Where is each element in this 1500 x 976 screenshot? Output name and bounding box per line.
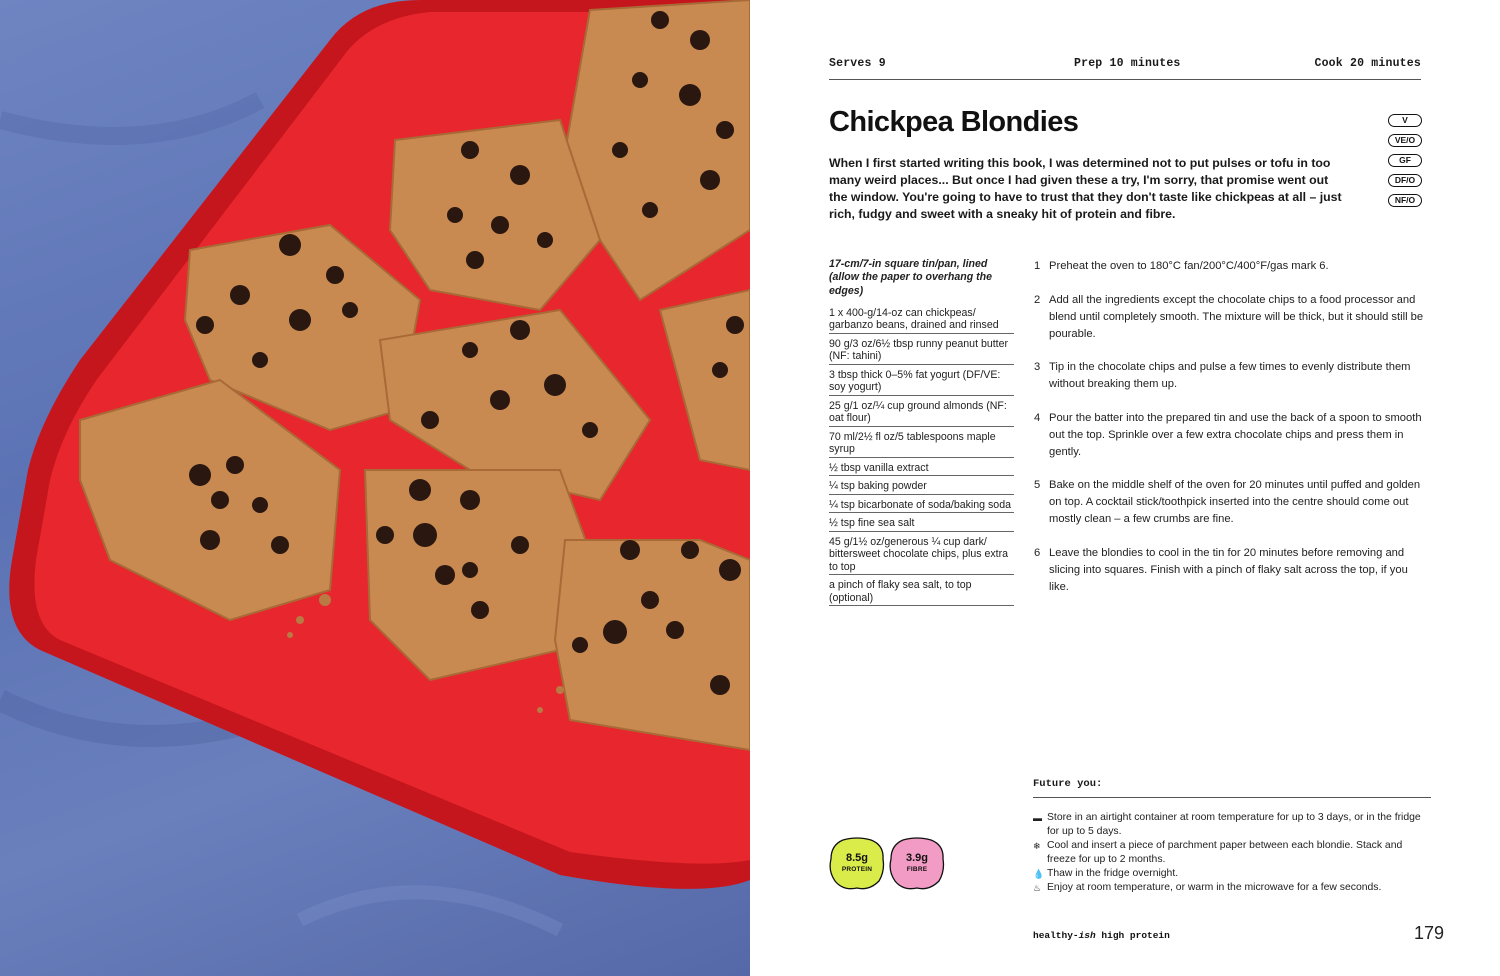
badge-gluten-free: GF bbox=[1388, 154, 1422, 167]
badge-nut-free-option: NF/O bbox=[1388, 194, 1422, 207]
step-number: 6 bbox=[1034, 546, 1041, 559]
future-you-section bbox=[1033, 778, 1431, 895]
step-text: Add all the ingredients except the chocolate chips to a food processor and blend until completely smooth. The mixture will be thick, but it should still be pourable. bbox=[1049, 293, 1424, 340]
protein-blob-icon bbox=[829, 837, 885, 891]
chapter-tag bbox=[1033, 930, 1170, 941]
step-number: 4 bbox=[1034, 411, 1041, 424]
method-step bbox=[1034, 359, 1424, 393]
recipe-page bbox=[750, 0, 1500, 976]
method-step bbox=[1034, 292, 1424, 343]
badge-vegan-option: VE/O bbox=[1388, 134, 1422, 147]
step-text: Leave the blondies to cool in the tin for 20 minutes before removing and slicing into squares. Finish with a pinch of flaky salt across the top, if you like. bbox=[1049, 546, 1408, 593]
storage-tip bbox=[1033, 881, 1431, 895]
storage-tip-text: Enjoy at room temperature, or warm in the microwave for a few seconds. bbox=[1047, 882, 1382, 893]
fibre-badge bbox=[889, 837, 945, 891]
step-number: 5 bbox=[1034, 479, 1041, 491]
method-step bbox=[1034, 410, 1424, 461]
storage-tip-text: Cool and insert a piece of parchment paper between each blondie. Stack and freeze for up to 2 months. bbox=[1047, 840, 1403, 865]
ingredient-item: ½ tbsp vanilla extract bbox=[829, 460, 1014, 477]
prep-time-label: Prep 10 minutes bbox=[1074, 57, 1181, 70]
ingredient-item: 1 x 400-g/14-oz can chickpeas/ garbanzo beans, drained and rinsed bbox=[829, 305, 1014, 334]
droplet-icon: 💧 bbox=[1033, 869, 1045, 879]
method-step bbox=[1034, 477, 1424, 528]
protein-value: 8.5g bbox=[845, 852, 868, 864]
page-number: 179 bbox=[1413, 923, 1444, 943]
container-icon: ▬ bbox=[1033, 813, 1042, 823]
storage-tip-text: Thaw in the fridge overnight. bbox=[1047, 868, 1179, 879]
step-number: 3 bbox=[1034, 361, 1041, 373]
flame-icon: ♨ bbox=[1033, 883, 1042, 893]
storage-tip bbox=[1033, 811, 1431, 839]
ingredient-item: 3 tbsp thick 0–5% fat yogurt (DF/VE: soy yogurt) bbox=[829, 367, 1014, 396]
ingredient-item: a pinch of flaky sea salt, to top (optional) bbox=[829, 577, 1014, 606]
method-steps bbox=[1034, 258, 1424, 612]
ingredient-item: 70 ml/2½ fl oz/5 tablespoons maple syrup bbox=[829, 429, 1014, 458]
chapter-tag-suffix: high protein bbox=[1095, 930, 1170, 941]
future-you-list bbox=[1033, 811, 1431, 895]
ingredient-item: 45 g/1½ oz/generous ¼ cup dark/ bittersweet chocolate chips, plus extra to top bbox=[829, 534, 1014, 576]
chapter-tag-italic: ish bbox=[1078, 930, 1096, 941]
method-step bbox=[1034, 258, 1424, 275]
step-text: Pour the batter into the prepared tin and use the back of a spoon to smooth out the top. Sprinkle over a few extra chocolate chips and press them in gently. bbox=[1049, 411, 1422, 458]
fibre-label: FIBRE bbox=[906, 866, 928, 873]
step-number: 1 bbox=[1034, 260, 1041, 272]
recipe-title: Chickpea Blondies bbox=[829, 106, 1079, 138]
step-text: Bake on the middle shelf of the oven for 20 minutes until puffed and golden on top. A cocktail stick/toothpick inserted into the centre should come out mostly clean – a few crumbs are fine. bbox=[1049, 479, 1421, 525]
storage-tip bbox=[1033, 867, 1431, 881]
storage-tip-text: Store in an airtight container at room temperature for up to 3 days, or in the fridge for up to 5 days. bbox=[1047, 812, 1421, 837]
ingredient-item: ½ tsp fine sea salt bbox=[829, 515, 1014, 532]
recipe-intro: When I first started writing this book, I was determined not to put pulses or tofu in too many weird places... But once I had given these a try, I'm sorry, that promise went out the window. You're going to have to trust that they don't taste like chickpeas at all – just rich, fudgy and sweet with a sneaky hit of protein and fibre. bbox=[829, 156, 1342, 221]
protein-badge bbox=[829, 837, 885, 891]
cook-time-label: Cook 20 minutes bbox=[1314, 57, 1421, 70]
ingredients-list bbox=[829, 258, 1014, 606]
equipment-note: 17-cm/7-in square tin/pan, lined (allow the paper to overhang the edges) bbox=[829, 258, 993, 297]
method-step bbox=[1034, 545, 1424, 596]
future-you-heading: Future you: bbox=[1033, 778, 1431, 798]
ingredient-item: 25 g/1 oz/¼ cup ground almonds (NF: oat flour) bbox=[829, 398, 1014, 427]
storage-tip bbox=[1033, 839, 1431, 867]
serves-label: Serves 9 bbox=[829, 57, 886, 70]
fibre-value: 3.9g bbox=[905, 852, 928, 864]
step-text: Tip in the chocolate chips and pulse a few times to evenly distribute them without breaking them up. bbox=[1049, 361, 1411, 390]
step-text: Preheat the oven to 180°C fan/200°C/400°F/gas mark 6. bbox=[1049, 260, 1329, 272]
chapter-tag-prefix: healthy- bbox=[1033, 930, 1079, 941]
ingredient-item: ¼ tsp baking powder bbox=[829, 478, 1014, 495]
step-number: 2 bbox=[1034, 293, 1041, 306]
ingredient-item: ¼ tsp bicarbonate of soda/baking soda bbox=[829, 497, 1014, 514]
dietary-badges bbox=[1388, 114, 1422, 214]
protein-label: PROTEIN bbox=[841, 866, 873, 873]
badge-vegetarian: V bbox=[1388, 114, 1422, 127]
ingredient-item: 90 g/3 oz/6½ tbsp runny peanut butter (NF: tahini) bbox=[829, 336, 1014, 365]
fibre-blob-icon bbox=[889, 837, 945, 891]
recipe-meta-row bbox=[829, 56, 1421, 80]
badge-dairy-free-option: DF/O bbox=[1388, 174, 1422, 187]
snowflake-icon: ❄ bbox=[1033, 841, 1041, 851]
